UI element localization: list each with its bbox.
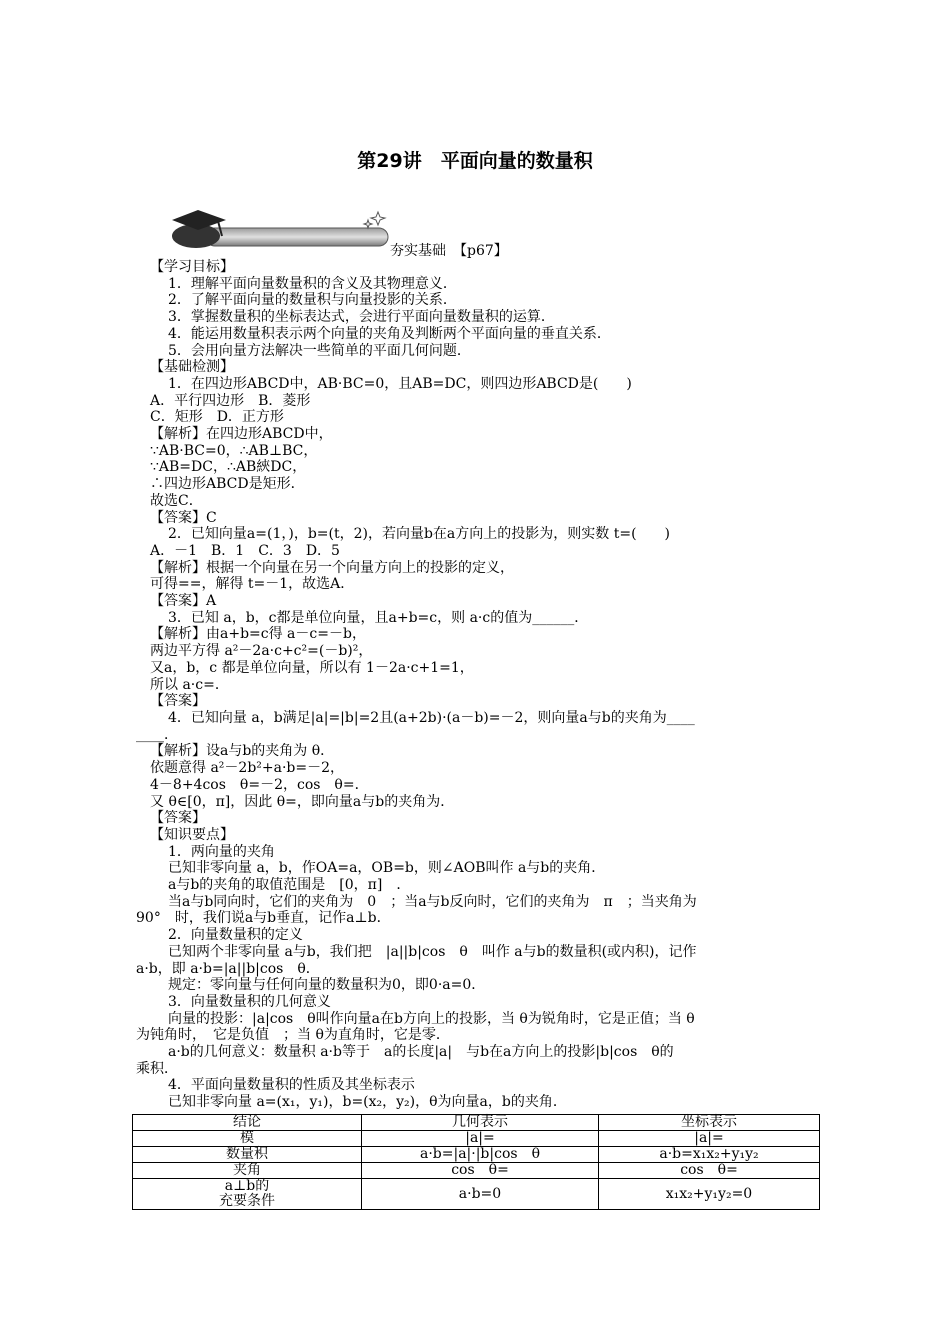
text-line: 【答案】A bbox=[150, 593, 217, 610]
text-line: 【解析】根据一个向量在另一个向量方向上的投影的定义， bbox=[150, 559, 514, 576]
text-line: 所以 a·c=． bbox=[150, 676, 229, 693]
table-header-cell: 几何表示 bbox=[362, 1115, 599, 1131]
text-line: 乘积． bbox=[136, 1060, 178, 1077]
text-line: 90° 时，我们说a与b垂直，记作a⊥b． bbox=[136, 910, 391, 927]
text-line: ∵AB·BC=0，∴AB⊥BC， bbox=[150, 442, 318, 459]
text-line: 两边平方得 a²－2a·c+c²=(－b)²， bbox=[150, 643, 373, 660]
text-line: ____． bbox=[136, 726, 178, 743]
text-line: 3．已知 a，b，c都是单位向量，且a+b=c，则 a·c的值为______． bbox=[168, 609, 589, 626]
text-line: 规定：零向量与任何向量的数量积为0，即0·a=0． bbox=[168, 977, 486, 994]
text-line: 【解析】由a+b=c得 a－c=－b， bbox=[150, 626, 366, 643]
text-line: C．矩形 D．正方形 bbox=[150, 409, 284, 426]
text-line: 已知非零向量 a，b，作OA=a，OB=b，则∠AOB叫作 a与b的夹角． bbox=[168, 860, 606, 877]
table-cell: 数量积 bbox=[133, 1147, 362, 1163]
table-header-row bbox=[133, 1115, 820, 1131]
text-line: 【答案】 bbox=[150, 810, 206, 827]
text-line: 1．两向量的夹角 bbox=[168, 843, 275, 860]
table-row bbox=[133, 1179, 820, 1210]
text-line: 3．向量数量积的几何意义 bbox=[168, 993, 331, 1010]
table-cell: a⊥b的 充要条件 bbox=[133, 1179, 362, 1210]
text-line: 【答案】 bbox=[150, 693, 206, 710]
text-line: 当a与b同向时，它们的夹角为 0 ；当a与b反向时，它们的夹角为 π ；当夹角为 bbox=[168, 893, 697, 910]
text-line: 【学习目标】 bbox=[150, 259, 234, 275]
table-cell: 夹角 bbox=[133, 1163, 362, 1179]
text-line: 4．已知向量 a，b满足|a|=|b|=2且(a+2b)·(a－b)=－2，则向量a与b的夹角为____ bbox=[168, 709, 695, 726]
table-cell: a·b=x₁x₂+y₁y₂ bbox=[599, 1147, 820, 1163]
table-row bbox=[133, 1147, 820, 1163]
table-cell: |a|= bbox=[362, 1131, 599, 1147]
table-row bbox=[133, 1131, 820, 1147]
properties-table bbox=[132, 1114, 820, 1210]
text-line: 1．理解平面向量数量积的含义及其物理意义． bbox=[168, 275, 457, 292]
text-line: 1．在四边形ABCD中，AB·BC=0，且AB=DC，则四边形ABCD是( ) bbox=[168, 375, 632, 392]
text-line: 已知非零向量 a=(x₁，y₁)，b=(x₂，y₂)，θ为向量a，b的夹角． bbox=[168, 1094, 567, 1111]
page-title: 第29讲 平面向量的数量积 bbox=[357, 150, 593, 172]
table-cell: 模 bbox=[133, 1131, 362, 1147]
text-line: ∴四边形ABCD是矩形． bbox=[150, 476, 305, 493]
text-line: ∵AB=DC，∴AB綊DC， bbox=[150, 459, 307, 476]
text-line: 【知识要点】 bbox=[150, 826, 234, 843]
text-line: 3．掌握数量积的坐标表达式，会进行平面向量数量积的运算． bbox=[168, 309, 555, 326]
text-line: 依题意得 a²－2b²+a·b=－2， bbox=[150, 760, 345, 777]
table-cell: x₁x₂+y₁y₂=0 bbox=[599, 1179, 820, 1210]
text-line: 可得==，解得 t=－1，故选A． bbox=[150, 576, 355, 593]
table-cell: cos θ= bbox=[362, 1163, 599, 1179]
graduation-cap-icon bbox=[168, 206, 393, 252]
section-banner-text: 夯实基础 【p67】 bbox=[390, 243, 508, 259]
table-header-cell: 结论 bbox=[133, 1115, 362, 1131]
table-cell: a·b=|a|·|b|cos θ bbox=[362, 1147, 599, 1163]
text-line: 4．能运用数量积表示两个向量的夹角及判断两个平面向量的垂直关系． bbox=[168, 325, 611, 342]
document-body bbox=[136, 259, 822, 1111]
text-line: a·b，即 a·b=|a||b|cos θ． bbox=[136, 960, 320, 977]
table-cell: cos θ= bbox=[599, 1163, 820, 1179]
text-line: 向量的投影：|a|cos θ叫作向量a在b方向上的投影，当 θ为锐角时，它是正值；当 θ bbox=[168, 1010, 695, 1027]
text-line: 5．会用向量方法解决一些简单的平面几何问题． bbox=[168, 342, 471, 359]
text-line: 2．已知向量a=(1，)，b=(t，2)，若向量b在a方向上的投影为，则实数 t=( ) bbox=[168, 526, 671, 543]
text-line: a与b的夹角的取值范围是 [0，π] ． bbox=[168, 877, 411, 894]
text-line: 4．平面向量数量积的性质及其坐标表示 bbox=[168, 1077, 415, 1094]
text-line: 【解析】在四边形ABCD中， bbox=[150, 426, 333, 443]
text-line: 又a，b，c 都是单位向量，所以有 1－2a·c+1=1， bbox=[150, 659, 474, 676]
table-header-cell: 坐标表示 bbox=[599, 1115, 820, 1131]
text-line: 为钝角时， 它是负值 ；当 θ为直角时，它是零． bbox=[136, 1027, 450, 1044]
text-line: A．平行四边形 B．菱形 bbox=[150, 392, 311, 409]
text-line: 又 θ∈[0，π]，因此 θ=，即向量a与b的夹角为． bbox=[150, 793, 455, 810]
text-line: 2．了解平面向量的数量积与向量投影的关系． bbox=[168, 292, 457, 309]
text-line: 【解析】设a与b的夹角为 θ． bbox=[150, 743, 335, 760]
text-line: 【基础检测】 bbox=[150, 359, 234, 376]
text-line: 2．向量数量积的定义 bbox=[168, 927, 303, 944]
text-line: 4－8+4cos θ=－2，cos θ=． bbox=[150, 776, 369, 793]
table-cell: a·b=0 bbox=[362, 1179, 599, 1210]
table-cell: |a|= bbox=[599, 1131, 820, 1147]
text-line: 故选C． bbox=[150, 492, 203, 509]
text-line: A．－1 B．1 C．3 D．5 bbox=[150, 542, 340, 559]
text-line: a·b的几何意义：数量积 a·b等于 a的长度|a| 与b在a方向上的投影|b|cos θ的 bbox=[168, 1044, 674, 1061]
text-line: 已知两个非零向量 a与b，我们把 |a||b|cos θ 叫作 a与b的数量积(或内积)，记作 bbox=[168, 943, 697, 960]
table-row bbox=[133, 1163, 820, 1179]
text-line: 【答案】C bbox=[150, 509, 217, 526]
